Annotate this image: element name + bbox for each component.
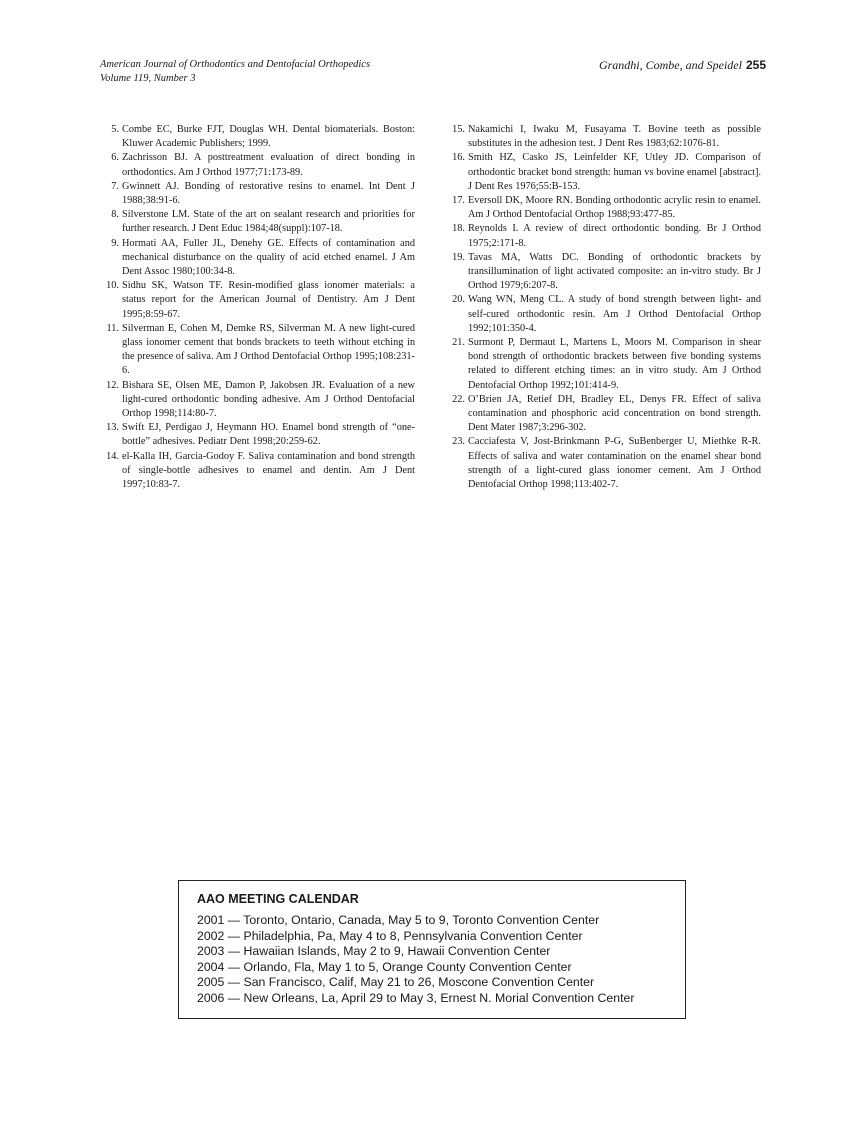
reference-text: Eversoll DK, Moore RN. Bonding orthodontic acrylic resin to enamel. Am J Orthod Dentofacial Orthop 1988;93:477-85. [468, 195, 761, 221]
reference-number: 7. [111, 180, 119, 192]
reference-text: Hormati AA, Fuller JL, Denehy GE. Effects of contamination and mechanical disturbance on the quality of acid etched enamel. J Am Dent Assoc 1980;100:34-8. [122, 237, 415, 278]
volume-info: Volume 119, Number 3 [100, 73, 196, 84]
reference-text: Tavas MA, Watts DC. Bonding of orthodontic brackets by transillumination of light activated composite: an in-vitro study. Br J Orthod 1979;6:207-8. [468, 251, 761, 292]
reference-number: 9. [111, 237, 119, 249]
reference-item [450, 222, 761, 250]
reference-number: 16. [452, 152, 465, 164]
journal-title: American Journal of Orthodontics and Dentofacial Orthopedics [100, 59, 371, 70]
reference-item [450, 435, 761, 492]
article-authors: Grandhi, Combe, and Speidel [598, 58, 742, 72]
calendar-entry: 2006 — New Orleans, La, April 29 to May 3, Ernest N. Morial Convention Center [197, 990, 635, 1005]
reference-item [450, 123, 761, 151]
reference-text: Zachrisson BJ. A posttreatment evaluation of direct bonding in orthodontics. Am J Orthod 1977;71:173-89. [122, 152, 415, 178]
reference-number: 11. [106, 322, 119, 334]
reference-item [450, 151, 761, 194]
reference-item [104, 151, 415, 179]
page-number: 255 [745, 58, 766, 72]
reference-number: 10. [106, 280, 119, 292]
references-left-column [104, 123, 415, 492]
reference-number: 21. [452, 337, 465, 349]
reference-item [104, 322, 415, 379]
reference-item [104, 208, 415, 236]
reference-text: el-Kalla IH, Garcia-Godoy F. Saliva contamination and bond strength of single-bottle adhesives to enamel and dentin. Am J Dent 1997;10:83-7. [122, 450, 415, 491]
calendar-entry: 2002 — Philadelphia, Pa, May 4 to 8, Pennsylvania Convention Center [197, 928, 583, 943]
reference-item [104, 123, 415, 151]
reference-item [450, 194, 761, 222]
reference-number: 13. [106, 422, 119, 434]
reference-text: Reynolds I. A review of direct orthodontic bonding. Br J Orthod 1975;2:171-8. [468, 223, 761, 249]
calendar-entry: 2004 — Orlando, Fla, May 1 to 5, Orange County Convention Center [197, 959, 572, 974]
reference-number: 22. [452, 393, 465, 405]
reference-number: 20. [452, 294, 465, 306]
reference-item [104, 450, 415, 493]
reference-number: 19. [452, 251, 465, 263]
calendar-list [197, 913, 634, 1007]
reference-number: 6. [111, 152, 119, 164]
reference-item [104, 421, 415, 449]
reference-text: Silverman E, Cohen M, Demke RS, Silverman M. A new light-cured glass ionomer cement that bonds brackets to teeth without etching in the presence of saliva. Am J Orthod Dentofacial Orthop 1995;108:231-6. [122, 322, 415, 377]
calendar-entry: 2001 — Toronto, Ontario, Canada, May 5 to 9, Toronto Convention Center [197, 913, 600, 927]
references-right-column [450, 123, 761, 492]
reference-item [104, 279, 415, 322]
reference-item [104, 180, 415, 208]
reference-text: Smith HZ, Casko JS, Leinfelder KF, Utley JD. Comparison of orthodontic bracket bond strength: human vs bovine enamel [abstract]. J Dent Res 1976;55:B-153. [468, 152, 761, 192]
reference-text: Combe EC, Burke FJT, Douglas WH. Dental biomaterials. Boston: Kluwer Academic Publishers; 1999. [122, 124, 415, 150]
reference-number: 15. [452, 124, 465, 135]
reference-item [104, 379, 415, 422]
reference-number: 8. [111, 209, 119, 221]
reference-text: Bishara SE, Olsen ME, Damon P, Jakobsen JR. Evaluation of a new light-cured orthodontic bonding adhesive. Am J Orthod Dentofacial Orthop 1998;114:80-7. [122, 379, 415, 420]
reference-text: Silverstone LM. State of the art on sealant research and priorities for further research. J Dent Educ 1984;48(suppl):107-18. [122, 209, 415, 235]
reference-text: O’Brien JA, Retief DH, Bradley EL, Denys FR. Effect of saliva contamination and phosphoric acid concentration on bond strength. Dent Mater 1987;3:296-302. [468, 393, 761, 434]
reference-text: Gwinnett AJ. Bonding of restorative resins to enamel. Int Dent J 1988;38:91-6. [122, 180, 415, 207]
reference-item [450, 293, 761, 336]
reference-text: Swift EJ, Perdigao J, Heymann HO. Enamel bond strength of “one-bottle” adhesives. Pediatr Dent 1998;20:259-62. [122, 422, 415, 448]
meeting-calendar-box [178, 880, 686, 1019]
reference-text: Wang WN, Meng CL. A study of bond strength between light- and self-cured orthodontic resin. Am J Orthod Dentofacial Orthop 1992;101:350-4. [468, 294, 761, 334]
calendar-entry: 2003 — Hawaiian Islands, May 2 to 9, Hawaii Convention Center [197, 944, 551, 959]
calendar-title: AAO MEETING CALENDAR [197, 892, 359, 906]
reference-text: Sidhu SK, Watson TF. Resin-modified glass ionomer materials: a status report for the American Journal of Dentistry. Am J Dent 1995;8:59-67. [122, 280, 415, 320]
running-header-left [100, 58, 370, 86]
reference-text: Surmont P, Dermaut L, Martens L, Moors M. Comparison in shear bond strength of orthodontic brackets between five bonding systems related to different etching times: an in vitro study. Am J Orthod Dentofacial Orthop 1992;101:414-9. [468, 337, 761, 391]
reference-number: 12. [106, 379, 119, 391]
reference-number: 18. [452, 223, 465, 235]
calendar-entry: 2005 — San Francisco, Calif, May 21 to 26, Moscone Convention Center [197, 975, 595, 990]
reference-text: Cacciafesta V, Jost-Brinkmann P-G, SuBenberger U, Miethke R-R. Effects of saliva and water contamination on the enamel shear bond strength of a light-cured glass ionomer cement. Am J Orthod Dentofacial Orthop 1998;113:402-7. [468, 436, 761, 491]
reference-number: 17. [452, 195, 465, 207]
reference-item [450, 251, 761, 294]
reference-item [104, 237, 415, 280]
reference-number: 14. [106, 450, 119, 462]
running-header-right [599, 58, 766, 72]
reference-text: Nakamichi I, Iwaku M, Fusayama T. Bovine teeth as possible substitutes in the adhesion test. J Dent Res 1983;62:1076-81. [468, 124, 761, 150]
reference-item [450, 393, 761, 436]
reference-number: 23. [452, 436, 465, 448]
reference-number: 5. [111, 124, 119, 135]
reference-item [450, 336, 761, 393]
